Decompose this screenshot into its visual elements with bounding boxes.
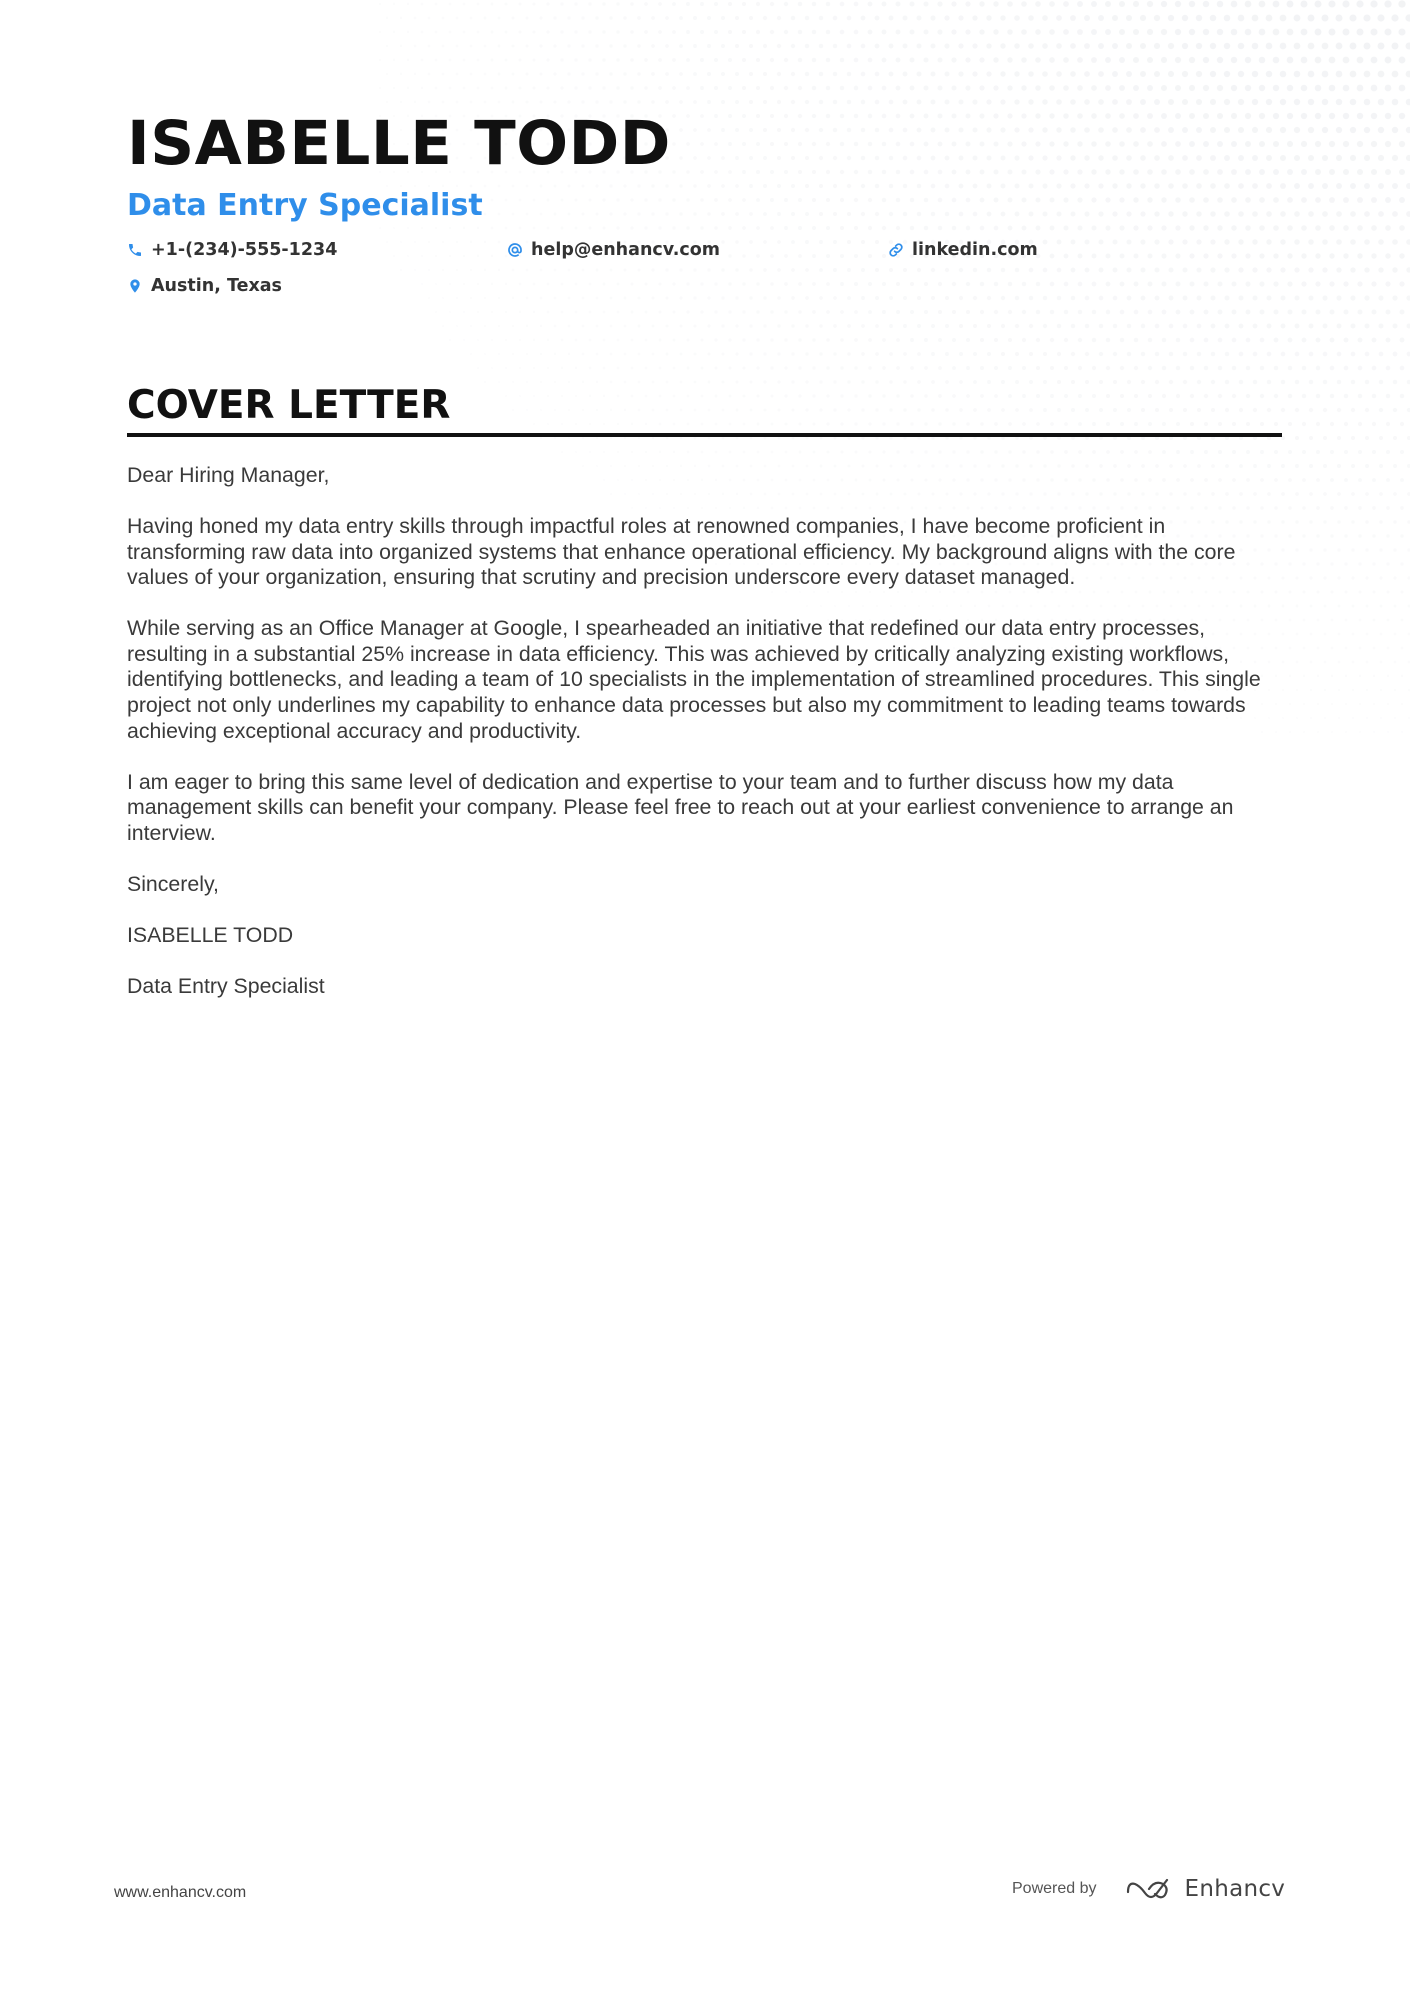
link-icon: [888, 242, 904, 258]
footer-branding[interactable]: [1012, 1876, 1285, 1902]
website-text: linkedin.com: [912, 240, 1038, 260]
closing: Sincerely,: [127, 871, 219, 896]
location-text: Austin, Texas: [151, 276, 282, 296]
enhancv-logo-icon: [1125, 1876, 1173, 1902]
salutation: Dear Hiring Manager,: [127, 463, 330, 487]
letter-paragraph: I am eager to bring this same level of dedication and expertise to your team and to further discuss how my data management skills can benefit your company. Please feel free to reach out at your earliest convenience to arrange an interview.: [127, 769, 1234, 845]
map-pin-icon: [127, 278, 143, 294]
candidate-name: ISABELLE TODD: [127, 108, 671, 179]
letter-paragraph: While serving as an Office Manager at Google, I spearheaded an initiative that redefined our data entry processes, resulting in a substantial 25% increase in data efficiency. This was achieved by critically analyzing existing workflows, identifying bottlenecks, and leading a team of 10 specialists in the implementation of streamlined procedures. This single project not only underlines my capability to enhance data processes but also my commitment to leading teams towards achieving exceptional accuracy and productivity.: [127, 616, 1261, 743]
section-divider: [127, 433, 1282, 437]
candidate-title: Data Entry Specialist: [127, 188, 483, 223]
footer-website-link[interactable]: www.enhancv.com: [114, 1884, 247, 1901]
brand-name: Enhancv: [1184, 1876, 1286, 1902]
email-text: help@enhancv.com: [531, 240, 721, 260]
phone-icon: [127, 242, 143, 258]
contact-email[interactable]: [507, 240, 720, 260]
powered-by-label: Powered by: [1012, 1880, 1097, 1897]
contact-website[interactable]: [888, 240, 1038, 260]
letter-body: [127, 463, 1287, 1025]
section-title-cover-letter: COVER LETTER: [127, 383, 451, 428]
contact-phone[interactable]: [127, 240, 337, 260]
phone-text: +1-(234)-555-1234: [151, 240, 338, 260]
at-sign-icon: [507, 242, 523, 258]
contact-location: [127, 276, 282, 296]
signature-title: Data Entry Specialist: [127, 973, 325, 998]
signature-name: ISABELLE TODD: [127, 922, 294, 947]
letter-paragraph: Having honed my data entry skills through impactful roles at renowned companies, I have become proficient in transforming raw data into organized systems that enhance operational efficiency. My background aligns with the core values of your organization, ensuring that scrutiny and precision underscore every dataset managed.: [127, 513, 1236, 590]
